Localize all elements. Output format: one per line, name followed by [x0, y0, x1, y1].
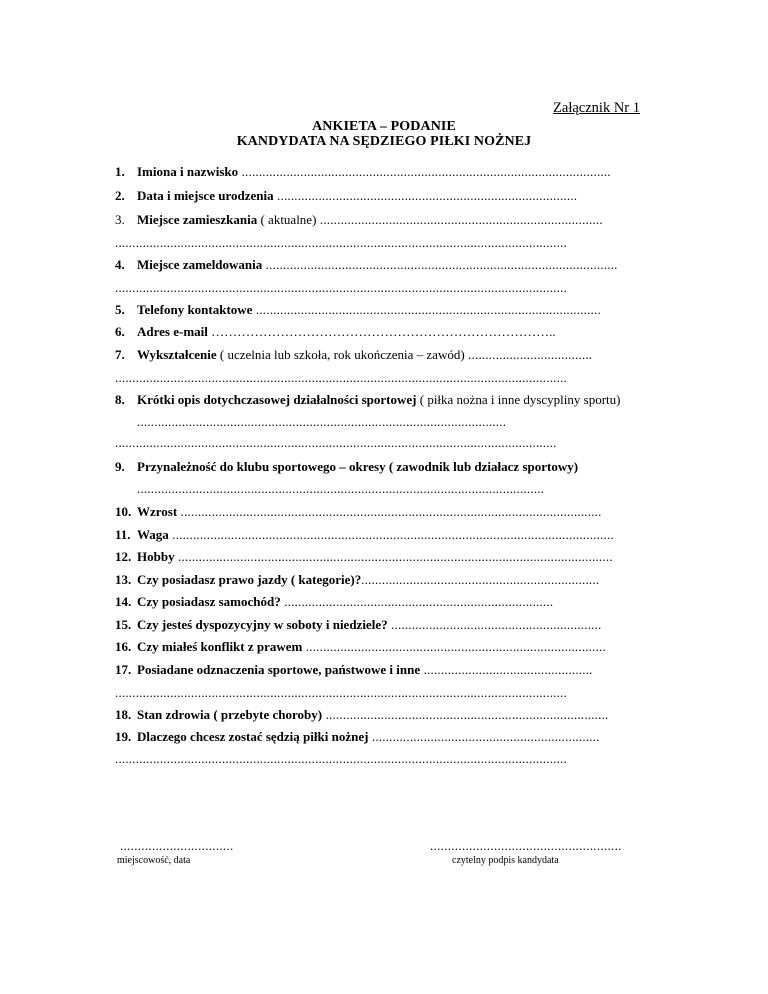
form-item-health[interactable]: 18. Stan zdrowia ( przebyte choroby) ..................................................................................	[115, 707, 609, 722]
form-item-weight[interactable]: 11. Waga ................................................................................................................................	[115, 527, 614, 542]
form-item-education-line2[interactable]: ...................................................................................................................................	[115, 370, 567, 385]
form-item-club[interactable]: 9. Przynależność do klubu sportowego – okresy ( zawodnik lub działacz sportowy)	[115, 459, 579, 474]
form-item-availability[interactable]: 15. Czy jesteś dyspozycyjny w soboty i niedziele? .............................................................	[115, 617, 602, 632]
form-item-decorations[interactable]: 17. Posiadane odznaczenia sportowe, państwowe i inne .................................................	[115, 662, 593, 677]
form-item-phones[interactable]: 5. Telefony kontaktowe ....................................................................................................	[115, 302, 601, 317]
place-date-label: miejscowość, data	[117, 855, 191, 866]
form-item-residence-line2[interactable]: ...................................................................................................................................	[115, 235, 567, 250]
form-item-car[interactable]: 14. Czy posiadasz samochód? ..............................................................................	[115, 594, 554, 609]
form-item-sports-activity-line2[interactable]: ...........................................................................................................	[137, 414, 507, 429]
form-item-motivation[interactable]: 19. Dlaczego chcesz zostać sędzią piłki nożnej ..................................................................	[115, 729, 600, 744]
form-item-education[interactable]: 7. Wykształcenie ( uczelnia lub szkoła, rok ukończenia – zawód) ....................................	[115, 347, 593, 362]
place-date-field[interactable]: ................................	[120, 838, 234, 853]
form-item-height[interactable]: 10. Wzrost ..........................................................................................................................	[115, 504, 602, 519]
form-item-registration[interactable]: 4. Miejsce zameldowania ......................................................................................................	[115, 257, 618, 272]
form-item-sports-activity-line3[interactable]: ................................................................................................................................	[115, 435, 557, 450]
form-item-club-line2[interactable]: ......................................................................................................................	[137, 481, 545, 496]
form-item-name[interactable]: 1. Imiona i nazwisko ...........................................................................................................	[115, 164, 611, 179]
form-item-birth[interactable]: 2. Data i miejsce urodzenia .......................................................................................	[115, 188, 578, 203]
form-item-law-conflict[interactable]: 16. Czy miałeś konflikt z prawem .......................................................................................	[115, 639, 606, 654]
annex-label: Załącznik Nr 1	[553, 100, 640, 116]
signature-field[interactable]: ......................................................	[430, 838, 622, 853]
form-item-hobby[interactable]: 12. Hobby ..............................................................................................................................	[115, 549, 613, 564]
form-item-residence[interactable]: 3. Miejsce zamieszkania ( aktualne) ..................................................................................	[115, 212, 603, 227]
form-item-decorations-line2[interactable]: ...................................................................................................................................	[115, 685, 567, 700]
form-item-driving-license[interactable]: 13. Czy posiadasz prawo jazdy ( kategorie)?.....................................................................	[115, 572, 600, 587]
form-item-motivation-line2[interactable]: ...................................................................................................................................	[115, 751, 567, 766]
form-item-sports-activity[interactable]: 8. Krótki opis dotychczasowej działalności sportowej ( piłka nożna i inne dyscypliny sportu)	[115, 392, 621, 407]
form-item-email[interactable]: 6. Adres e-mail ……………………………………………………………………..	[115, 324, 556, 339]
signature-label: czytelny podpis kandydata	[452, 855, 559, 866]
form-title: ANKIETA – PODANIE	[312, 119, 456, 134]
form-item-registration-line2[interactable]: ...................................................................................................................................	[115, 280, 567, 295]
form-subtitle: KANDYDATA NA SĘDZIEGO PIŁKI NOŻNEJ	[236, 134, 532, 149]
